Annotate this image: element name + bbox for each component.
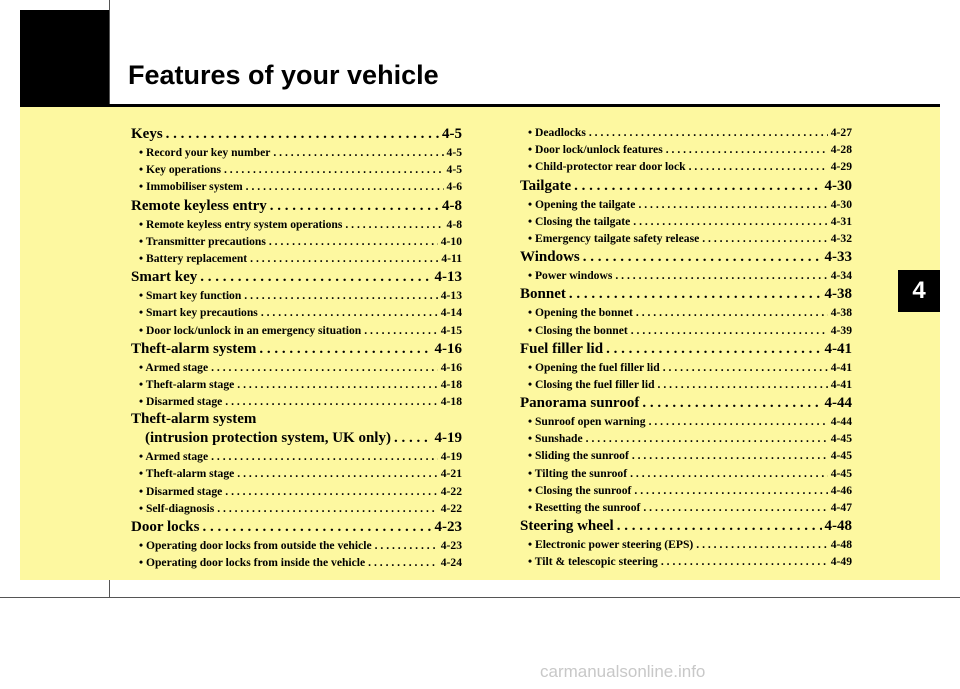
toc-subentry[interactable]: [131, 304, 462, 321]
toc-page-number: 4-46: [830, 483, 852, 497]
toc-page-number: 4-48: [830, 538, 852, 552]
toc-subentry-title: • Key operations: [139, 163, 221, 177]
toc-subentry-title: • Transmitter precautions: [139, 234, 266, 248]
toc-page-number: 4-14: [440, 306, 462, 320]
leader-dots: [200, 267, 431, 287]
toc-subentry-title: • Opening the bonnet: [528, 306, 633, 320]
toc-subentry-title: • Immobiliser system: [139, 180, 243, 194]
toc-page-number: 4-16: [440, 360, 462, 374]
toc-subentry-title: • Deadlocks: [528, 126, 586, 139]
toc-subentry-title: • Smart key precautions: [139, 306, 258, 320]
toc-subentry[interactable]: [131, 287, 462, 304]
toc-page-number: 4-16: [434, 340, 462, 357]
leader-dots: [586, 430, 828, 447]
toc-page-number: 4-13: [440, 289, 462, 303]
leader-dots: [244, 287, 437, 304]
toc-subentry-title: • Child-protector rear door lock: [528, 160, 686, 174]
toc-page-number: 4-48: [824, 518, 852, 535]
leader-dots: [224, 161, 444, 178]
toc-subentry-title: • Closing the fuel filler lid: [528, 377, 655, 391]
toc-subentry[interactable]: [520, 124, 852, 141]
toc-page-number: 4-19: [434, 430, 462, 447]
toc-page-number: 4-23: [440, 539, 462, 552]
toc-page-number: 4-49: [830, 555, 852, 569]
watermark: carmanualsonline.info: [540, 662, 706, 681]
toc-section-entry[interactable]: [131, 124, 462, 144]
toc-subentry[interactable]: [131, 465, 462, 482]
toc-subentry-title: • Self-diagnosis: [139, 501, 215, 515]
toc-page-number: 4-21: [440, 467, 462, 481]
toc-subentry[interactable]: [131, 250, 462, 267]
toc-subentry-title: • Record your key number: [139, 146, 271, 159]
toc-subentry-title: • Tilt & telescopic steering: [528, 555, 658, 569]
leader-dots: [702, 230, 827, 247]
toc-page-number: 4-5: [442, 126, 462, 142]
toc-subentry[interactable]: [520, 430, 852, 447]
toc-subentry-title: • Disarmed stage: [139, 395, 223, 409]
toc-subentry[interactable]: [131, 359, 462, 376]
toc-page-number: 4-41: [830, 377, 852, 391]
toc-page-number: 4-45: [830, 449, 852, 463]
toc-page-number: 4-22: [440, 501, 462, 515]
toc-page-number: 4-22: [440, 484, 462, 498]
toc-section-title: Windows: [520, 249, 580, 266]
leader-dots: [273, 144, 443, 161]
toc-section-entry[interactable]: [520, 393, 852, 413]
toc-column-left: [131, 124, 462, 571]
toc-subentry[interactable]: [520, 376, 852, 393]
toc-subentry-title: • Theft-alarm stage: [139, 467, 235, 481]
toc-subentry-title: • Battery replacement: [139, 251, 248, 265]
leader-dots: [211, 448, 438, 465]
toc-subentry[interactable]: [131, 322, 462, 339]
leader-dots: [202, 517, 431, 537]
toc-page-number: 4-19: [440, 450, 462, 464]
leader-dots: [269, 233, 438, 250]
toc-page-number: 4-32: [830, 231, 852, 245]
leader-dots: [638, 196, 827, 213]
toc-section-title: Door locks: [131, 519, 200, 535]
toc-section-title: Panorama sunroof: [520, 395, 640, 412]
toc-subentry-title: • Electronic power steering (EPS): [528, 538, 694, 552]
leader-dots: [631, 322, 828, 339]
toc-section-title: Steering wheel: [520, 518, 614, 535]
toc-page-number: 4-23: [434, 519, 462, 535]
toc-page-number: 4-8: [446, 217, 462, 231]
toc-subentry[interactable]: [131, 216, 462, 233]
toc-subentry[interactable]: [520, 230, 852, 247]
leader-dots: [583, 247, 822, 267]
leader-dots: [270, 196, 439, 216]
leader-dots: [589, 124, 828, 141]
toc-section-entry[interactable]: [131, 429, 462, 448]
toc-page-number: 4-41: [830, 360, 852, 374]
toc-subentry[interactable]: [520, 482, 852, 499]
leader-dots: [696, 536, 827, 553]
toc-section-entry[interactable]: [520, 284, 852, 304]
toc-column-right: [520, 124, 852, 571]
leader-dots: [663, 359, 828, 376]
toc-section-title: Theft-alarm system: [131, 340, 257, 357]
toc-page-number: 4-18: [440, 395, 462, 409]
toc-page-number: 4-28: [830, 143, 852, 157]
toc-page-number: 4-8: [442, 197, 462, 214]
toc-subentry[interactable]: [520, 267, 852, 284]
toc-page-number: 4-18: [440, 377, 462, 391]
leader-dots: [364, 322, 438, 339]
toc-subentry-title: • Door lock/unlock features: [528, 143, 663, 157]
toc-section-title[interactable]: Theft-alarm system: [131, 411, 257, 428]
toc-subentry-title: • Emergency tailgate safety release: [528, 231, 700, 245]
toc-section-title: Bonnet: [520, 286, 566, 303]
chapter-badge: 4: [898, 270, 940, 312]
toc-page-number: 4-34: [830, 269, 852, 283]
toc-section-entry[interactable]: [131, 339, 462, 359]
leader-dots: [225, 393, 437, 410]
leader-dots: [615, 267, 827, 284]
toc-page-number: 4-30: [824, 177, 852, 194]
toc-subentry-title: • Sliding the sunroof: [528, 449, 629, 463]
toc-subentry-title: • Closing the sunroof: [528, 483, 632, 497]
toc-subentry[interactable]: [520, 158, 852, 175]
chapter-tab-block: [20, 10, 109, 107]
leader-dots: [375, 537, 438, 554]
toc-page-number: 4-33: [824, 249, 852, 266]
leader-dots: [689, 158, 828, 175]
toc-page-number: 4-6: [446, 180, 462, 194]
toc-subentry[interactable]: [131, 178, 462, 195]
leader-dots: [642, 393, 821, 413]
toc-subentry-title: • Armed stage: [139, 450, 209, 464]
bottom-rule: [0, 597, 960, 598]
toc-subentry[interactable]: [520, 447, 852, 464]
toc-subentry-title: • Sunroof open warning: [528, 415, 646, 429]
leader-dots: [394, 429, 432, 448]
toc-section-title: Fuel filler lid: [520, 340, 604, 357]
toc-page-number: 4-11: [441, 251, 462, 265]
toc-page-number: 4-44: [830, 415, 852, 429]
leader-dots: [345, 216, 443, 233]
toc-subentry-title: • Opening the tailgate: [528, 197, 636, 211]
toc-page-number: 4-38: [824, 286, 852, 303]
toc-subentry[interactable]: [131, 376, 462, 393]
leader-dots: [261, 304, 438, 321]
toc-page-number: 4-31: [830, 214, 852, 228]
leader-dots: [259, 339, 431, 359]
toc-subentry-title: • Theft-alarm stage: [139, 377, 235, 391]
leader-dots: [368, 554, 438, 571]
toc-section-title: Tailgate: [520, 177, 572, 194]
toc-subentry-title: • Operating door locks from outside the vehicle: [139, 539, 372, 552]
toc-subentry-title: • Resetting the sunroof: [528, 501, 641, 514]
toc-subentry[interactable]: [520, 196, 852, 213]
leader-dots: [211, 359, 438, 376]
leader-dots: [617, 516, 822, 536]
toc-page-number: 4-15: [440, 323, 462, 337]
leader-dots: [225, 483, 437, 500]
toc-page-number: 4-5: [446, 163, 462, 177]
leader-dots: [661, 553, 828, 570]
leader-dots: [606, 339, 821, 359]
toc-subentry[interactable]: [520, 322, 852, 339]
toc-subentry[interactable]: [131, 554, 462, 571]
toc-subentry-title: • Disarmed stage: [139, 484, 223, 498]
toc-subentry[interactable]: [131, 500, 462, 517]
toc-subentry[interactable]: [131, 233, 462, 250]
toc-subentry-title: • Armed stage: [139, 360, 209, 374]
toc-page-number: 4-41: [824, 340, 852, 357]
toc-page-number: 4-38: [830, 306, 852, 320]
leader-dots: [250, 250, 438, 267]
toc-section-entry[interactable]: [520, 339, 852, 359]
toc-section-entry[interactable]: [520, 247, 852, 267]
toc-page-number: 4-27: [830, 126, 852, 139]
toc-page-number: 4-39: [830, 323, 852, 337]
toc-page-number: 4-45: [830, 432, 852, 446]
toc-page-number: 4-44: [824, 395, 852, 412]
toc-subentry[interactable]: [520, 465, 852, 482]
toc-subentry[interactable]: [520, 141, 852, 158]
leader-dots: [643, 499, 827, 516]
leader-dots: [632, 447, 828, 464]
toc-subentry[interactable]: [520, 213, 852, 230]
leader-dots: [630, 465, 828, 482]
toc-section-title: Keys: [131, 126, 163, 142]
toc-subentry[interactable]: [131, 483, 462, 500]
toc-section-title: Smart key: [131, 269, 198, 286]
leader-dots: [634, 482, 827, 499]
toc-page-number: 4-29: [830, 160, 852, 174]
leader-dots: [569, 284, 822, 304]
toc-section-entry[interactable]: [520, 516, 852, 536]
toc-subentry[interactable]: [520, 553, 852, 570]
leader-dots: [574, 176, 821, 196]
toc-section-entry[interactable]: [131, 517, 462, 537]
toc-page-number: 4-10: [440, 234, 462, 248]
leader-dots: [666, 141, 828, 158]
leader-dots: [217, 500, 437, 517]
toc-subentry-title: • Closing the bonnet: [528, 323, 628, 337]
toc-page-number: 4-30: [830, 197, 852, 211]
leader-dots: [649, 413, 828, 430]
toc-subentry-title: • Closing the tailgate: [528, 214, 631, 228]
toc-subentry-title: • Sunshade: [528, 432, 583, 446]
toc-subentry[interactable]: [520, 413, 852, 430]
toc-page-number: 4-24: [440, 556, 462, 570]
toc-subentry-title: • Opening the fuel filler lid: [528, 360, 660, 374]
toc-subentry[interactable]: [131, 537, 462, 554]
toc-subentry[interactable]: [131, 393, 462, 410]
toc-subentry-title: • Tilting the sunroof: [528, 466, 628, 480]
toc-section-entry[interactable]: [520, 176, 852, 196]
toc-page-number: 4-45: [830, 466, 852, 480]
toc-subentry[interactable]: [131, 448, 462, 465]
toc-section-entry[interactable]: [131, 196, 462, 216]
toc-subentry-title: • Smart key function: [139, 289, 242, 303]
toc-section-subtitle: (intrusion protection system, UK only): [145, 430, 391, 447]
toc-section-title: Remote keyless entry: [131, 197, 267, 214]
leader-dots: [237, 376, 437, 393]
leader-dots: [633, 213, 827, 230]
leader-dots: [246, 178, 444, 195]
toc-page-number: 4-13: [434, 269, 462, 286]
toc-subentry-title: • Power windows: [528, 269, 613, 283]
toc-subentry-title: • Operating door locks from inside the vehicle: [139, 556, 366, 570]
toc-subentry[interactable]: [520, 304, 852, 321]
leader-dots: [658, 376, 828, 393]
toc-page-number: 4-5: [446, 146, 462, 159]
page-title: Features of your vehicle: [128, 60, 439, 90]
leader-dots: [237, 465, 437, 482]
toc-subentry[interactable]: [520, 536, 852, 553]
toc-subentry[interactable]: [520, 499, 852, 516]
toc-subentry[interactable]: [131, 144, 462, 161]
toc-subentry-title: • Door lock/unlock in an emergency situation: [139, 323, 362, 337]
leader-dots: [166, 124, 439, 144]
toc-section-entry[interactable]: [131, 267, 462, 287]
toc-subentry[interactable]: [520, 359, 852, 376]
toc-subentry[interactable]: [131, 161, 462, 178]
toc-subentry-title: • Remote keyless entry system operations: [139, 217, 343, 231]
toc-page-number: 4-47: [830, 501, 852, 514]
leader-dots: [636, 304, 828, 321]
